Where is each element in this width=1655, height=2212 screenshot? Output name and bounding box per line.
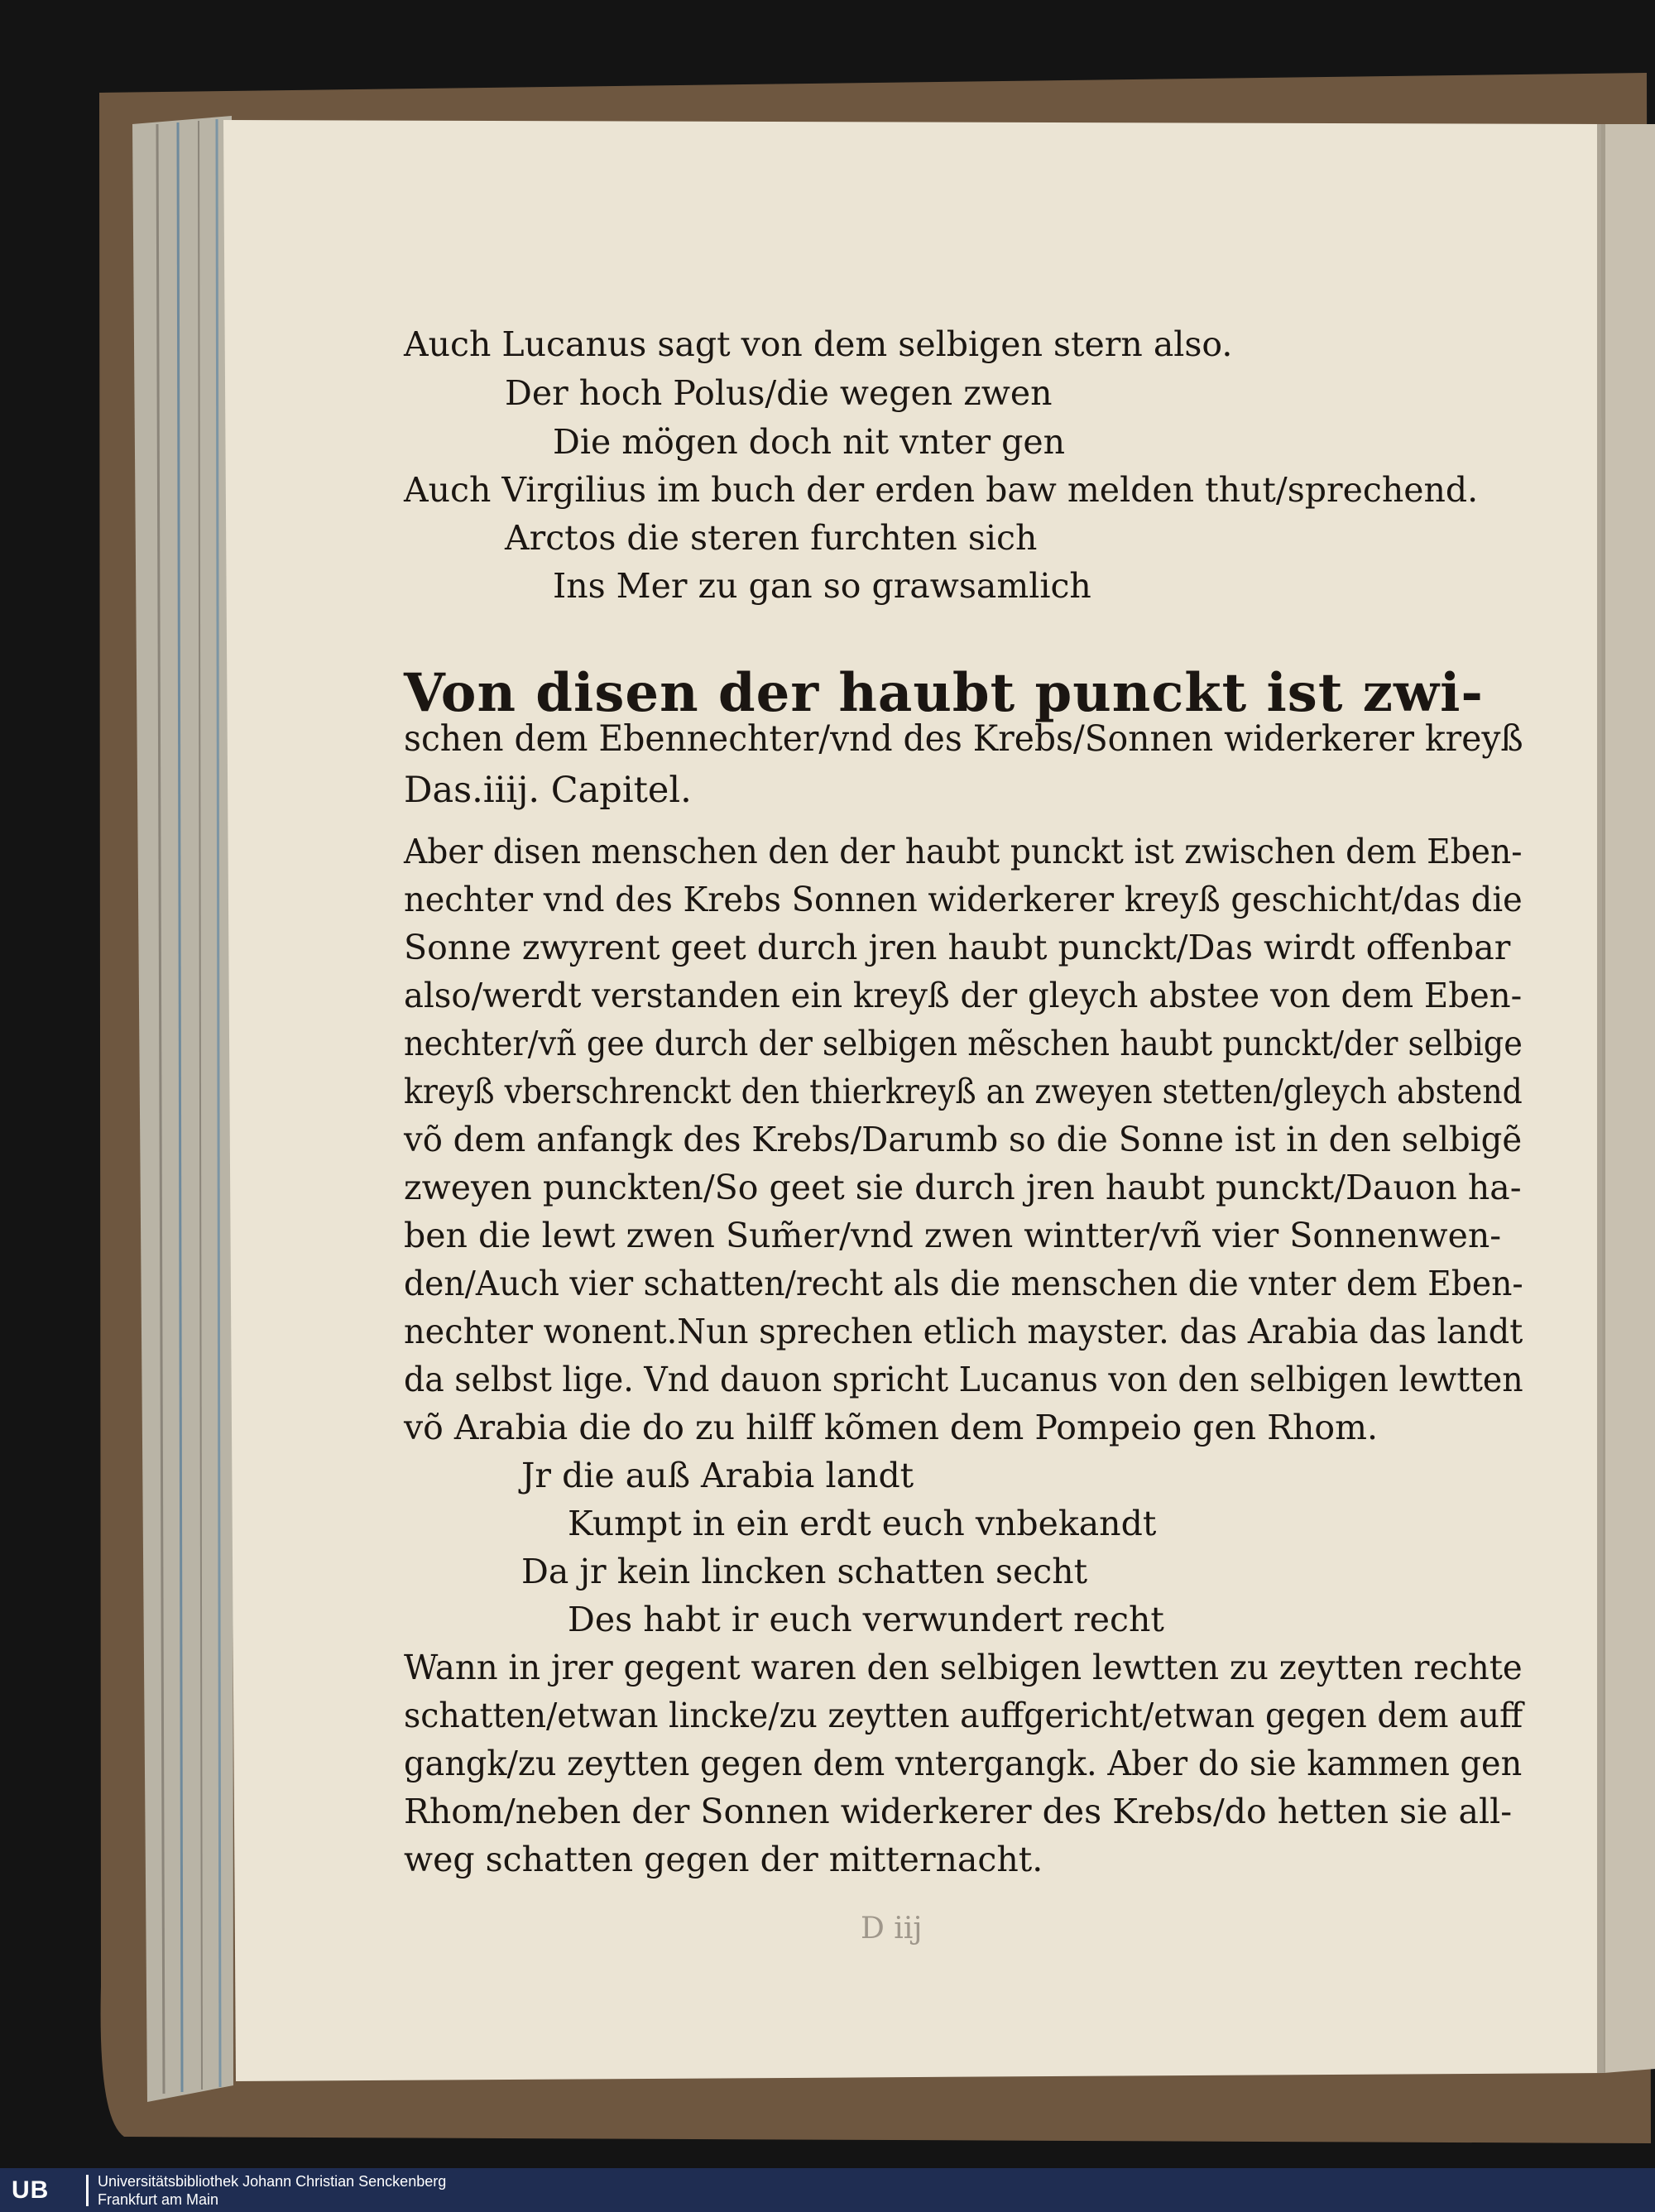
body-line: nechter/vñ gee durch der selbigen mẽschen haubt punckt/der selbige xyxy=(404,1024,1523,1063)
body-line: võ Arabia die do zu hilff kõmen dem Pompeio gen Rhom. xyxy=(404,1408,1378,1447)
chapter-number: Das.iiij. Capitel. xyxy=(404,770,692,811)
verse-line: Da jr kein lincken schatten secht xyxy=(521,1552,1088,1591)
verse-line: Kumpt in ein erdt euch vnbekandt xyxy=(568,1504,1157,1543)
library-city: Frankfurt am Main xyxy=(98,2191,219,2208)
verse-line: Die mögen doch nit vnter gen xyxy=(553,422,1066,462)
signature-mark: D iij xyxy=(861,1912,923,1946)
body-line: also/werdt verstanden ein kreyß der gleych abstee von dem Eben- xyxy=(404,976,1523,1015)
logo-divider xyxy=(86,2175,89,2206)
body-line: weg schatten gegen der mitternacht. xyxy=(404,1840,1043,1879)
body-line: ben die lewt zwen Sum̃er/vnd zwen wintter/vñ vier Sonnenwen- xyxy=(404,1216,1502,1255)
body-line: kreyß vberschrenckt den thierkreyß an zweyen stetten/gleych abstend xyxy=(404,1072,1523,1111)
verse-line: Der hoch Polus/die wegen zwen xyxy=(505,373,1053,413)
body-line: võ dem anfangk des Krebs/Darumb so die Sonne ist in den selbigẽ xyxy=(404,1120,1523,1159)
body-line: Aber disen menschen den der haubt punckt ist zwischen dem Eben- xyxy=(404,832,1523,871)
paragraph-line: Auch Lucanus sagt von dem selbigen stern also. xyxy=(404,324,1233,364)
body-line: Rhom/neben der Sonnen widerkerer des Krebs/do hetten sie all- xyxy=(404,1792,1513,1831)
paragraph-line: Auch Virgilius im buch der erden baw melden thut/sprechend. xyxy=(404,470,1479,510)
chapter-title-line: schen dem Ebennechter/vnd des Krebs/Sonnen widerkerer kreyß xyxy=(404,718,1523,760)
library-logo: UB xyxy=(12,2176,50,2204)
body-line: den/Auch vier schatten/recht als die menschen die vnter dem Eben- xyxy=(404,1264,1523,1303)
library-footer-bar xyxy=(0,2168,1655,2212)
verse-line: Ins Mer zu gan so grawsamlich xyxy=(553,566,1091,606)
verse-line: Des habt ir euch verwundert recht xyxy=(568,1600,1164,1639)
body-line: da selbst lige. Vnd dauon spricht Lucanus von den selbigen lewtten xyxy=(404,1360,1523,1399)
body-line: nechter vnd des Krebs Sonnen widerkerer kreyß geschicht/das die xyxy=(404,880,1523,919)
library-name: Universitätsbibliothek Johann Christian Senckenberg xyxy=(98,2173,447,2190)
chapter-title: Von disen der haubt punckt ist zwi- xyxy=(404,662,1484,724)
body-line: Wann in jrer gegent waren den selbigen lewtten zu zeytten rechte xyxy=(404,1648,1523,1687)
body-line: Sonne zwyrent geet durch jren haubt punckt/Das wirdt offenbar xyxy=(404,928,1511,967)
verse-line: Arctos die steren furchten sich xyxy=(505,518,1038,558)
body-line: schatten/etwan lincke/zu zeytten auffgericht/etwan gegen dem auff xyxy=(404,1696,1523,1735)
body-line: zweyen punckten/So geet sie durch jren haubt punckt/Dauon ha- xyxy=(404,1168,1522,1207)
body-line: gangk/zu zeytten gegen dem vntergangk. Aber do sie kammen gen xyxy=(404,1744,1523,1783)
verse-line: Jr die auß Arabia landt xyxy=(521,1456,914,1495)
body-line: nechter wonent.Nun sprechen etlich mayster. das Arabia das landt xyxy=(404,1312,1523,1351)
